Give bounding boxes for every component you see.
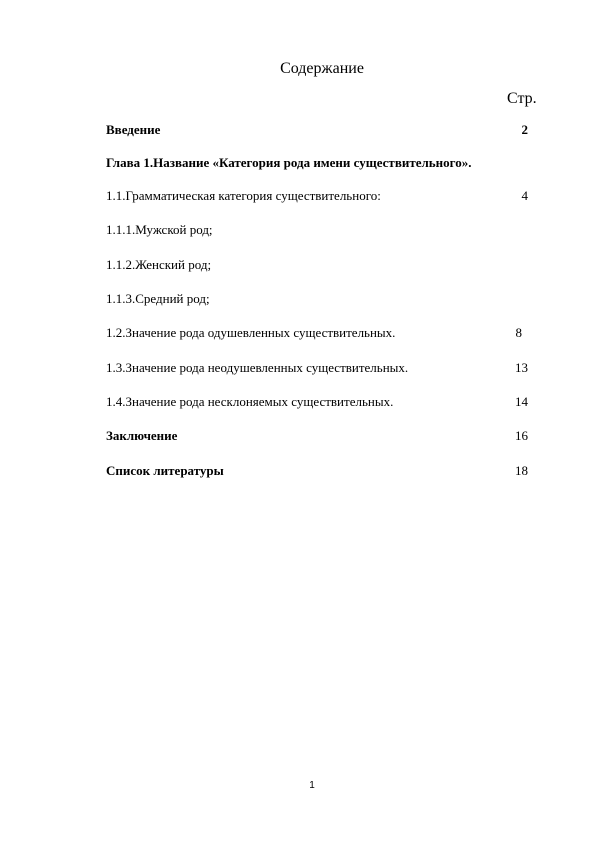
toc-entry-1-2 bbox=[106, 324, 530, 342]
page-title: Содержание bbox=[280, 60, 364, 77]
toc-page-number: 13 bbox=[515, 360, 528, 375]
toc-entry-1-3 bbox=[106, 359, 530, 377]
toc-entry-text: 1.2.Значение рода одушевленных существительных. bbox=[106, 325, 396, 340]
toc-entry-text: 1.1.1.Мужской род; bbox=[106, 222, 213, 237]
toc-page-number: 2 bbox=[521, 122, 528, 137]
toc-page-number: 18 bbox=[515, 463, 528, 478]
toc-entry-1-1-1 bbox=[106, 221, 530, 239]
toc-entry-text: 1.1.2.Женский род; bbox=[106, 257, 212, 272]
toc-entry-bibliography bbox=[106, 462, 530, 480]
toc-entry-1-1 bbox=[106, 187, 530, 205]
toc-page-number: 8 bbox=[515, 325, 522, 340]
toc-entry-text: Список литературы bbox=[106, 463, 224, 478]
toc-entry-1-1-2 bbox=[106, 256, 530, 274]
toc-entry-text: 1.4.Значение рода несклоняемых существительных. bbox=[106, 394, 394, 409]
toc-entry-1-4 bbox=[106, 393, 530, 411]
toc-entry-text: Введение bbox=[106, 122, 161, 137]
toc-page-number: 4 bbox=[521, 188, 528, 203]
toc-entry-chapter-1 bbox=[106, 154, 530, 172]
toc-entry-text: Заключение bbox=[106, 428, 178, 443]
footer-page-number: 1 bbox=[309, 780, 315, 791]
toc-entry-text: 1.3.Значение рода неодушевленных существительных. bbox=[106, 360, 409, 375]
toc-entry-text: 1.1.3.Средний род; bbox=[106, 291, 210, 306]
toc-entry-introduction bbox=[106, 121, 530, 139]
toc-entry-conclusion bbox=[106, 427, 530, 445]
toc-entry-text: 1.1.Грамматическая категория существительного: bbox=[106, 188, 381, 203]
toc-entry-text: Глава 1.Название «Категория рода имени существительного». bbox=[106, 155, 472, 170]
toc-page-number: 16 bbox=[515, 428, 528, 443]
toc-page-number: 14 bbox=[515, 394, 528, 409]
page-column-header: Стр. bbox=[507, 90, 537, 107]
toc-entry-1-1-3 bbox=[106, 290, 530, 308]
